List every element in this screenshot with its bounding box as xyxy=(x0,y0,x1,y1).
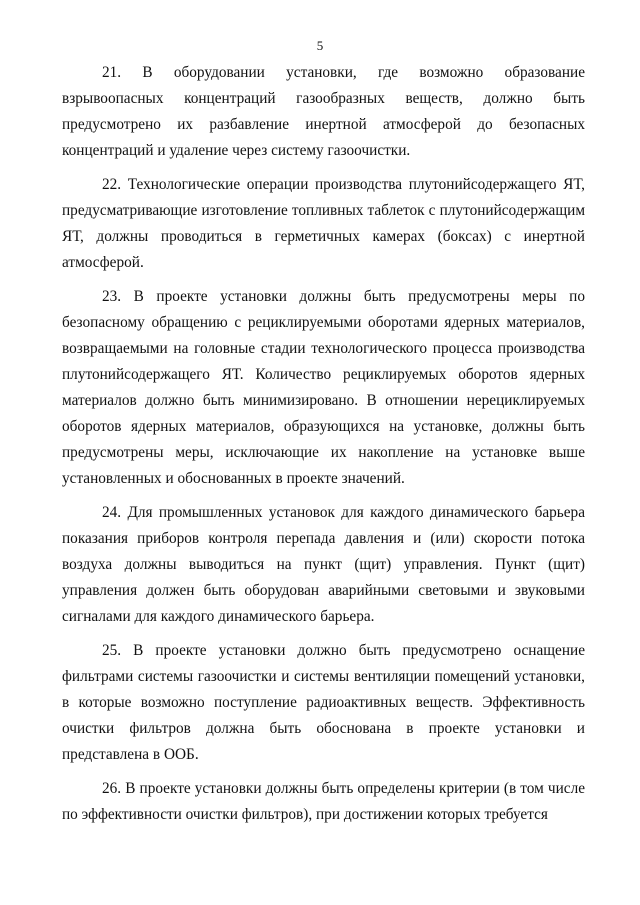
document-body xyxy=(62,60,585,828)
page-number: 5 xyxy=(316,38,324,53)
paragraph-22: 22. Технологические операции производства плутонийсодержащего ЯТ, предусматривающие изготовление топливных таблеток с плутонийсодержащим ЯТ, должны проводиться в герметичных камерах (боксах) с инертной атмосферой. xyxy=(62,176,585,271)
paragraph-26: 26. В проекте установки должны быть определены критерии (в том числе по эффективности очистки фильтров), при достижении которых требуется xyxy=(62,780,585,823)
paragraph-23: 23. В проекте установки должны быть предусмотрены меры по безопасному обращению с рециклируемыми оборотами ядерных материалов, возвращаемыми на головные стадии технологического процесса производства плутонийсодержащего ЯТ. Количество рециклируемых оборотов ядерных материалов должно быть минимизировано. В отношении нерециклируемых оборотов ядерных материалов, образующихся на установке, должны быть предусмотрены меры, исключающие их накопление на установке выше установленных и обоснованных в проекте значений. xyxy=(62,288,585,487)
paragraph-24: 24. Для промышленных установок для каждого динамического барьера показания приборов контроля перепада давления и (или) скорости потока воздуха должны выводиться на пункт (щит) управления. Пункт (щит) управления должен быть оборудован аварийными световыми и звуковыми сигналами для каждого динамического барьера. xyxy=(62,504,585,625)
paragraph-21: 21. В оборудовании установки, где возможно образование взрывоопасных концентраций газообразных веществ, должно быть предусмотрено их разбавление инертной атмосферой до безопасных концентраций и удаление через систему газоочистки. xyxy=(62,64,585,159)
paragraph-25: 25. В проекте установки должно быть предусмотрено оснащение фильтрами системы газоочистки и системы вентиляции помещений установки, в которые возможно поступление радиоактивных веществ. Эффективность очистки фильтров должна быть обоснована в проекте установки и представлена в ООБ. xyxy=(62,642,585,763)
